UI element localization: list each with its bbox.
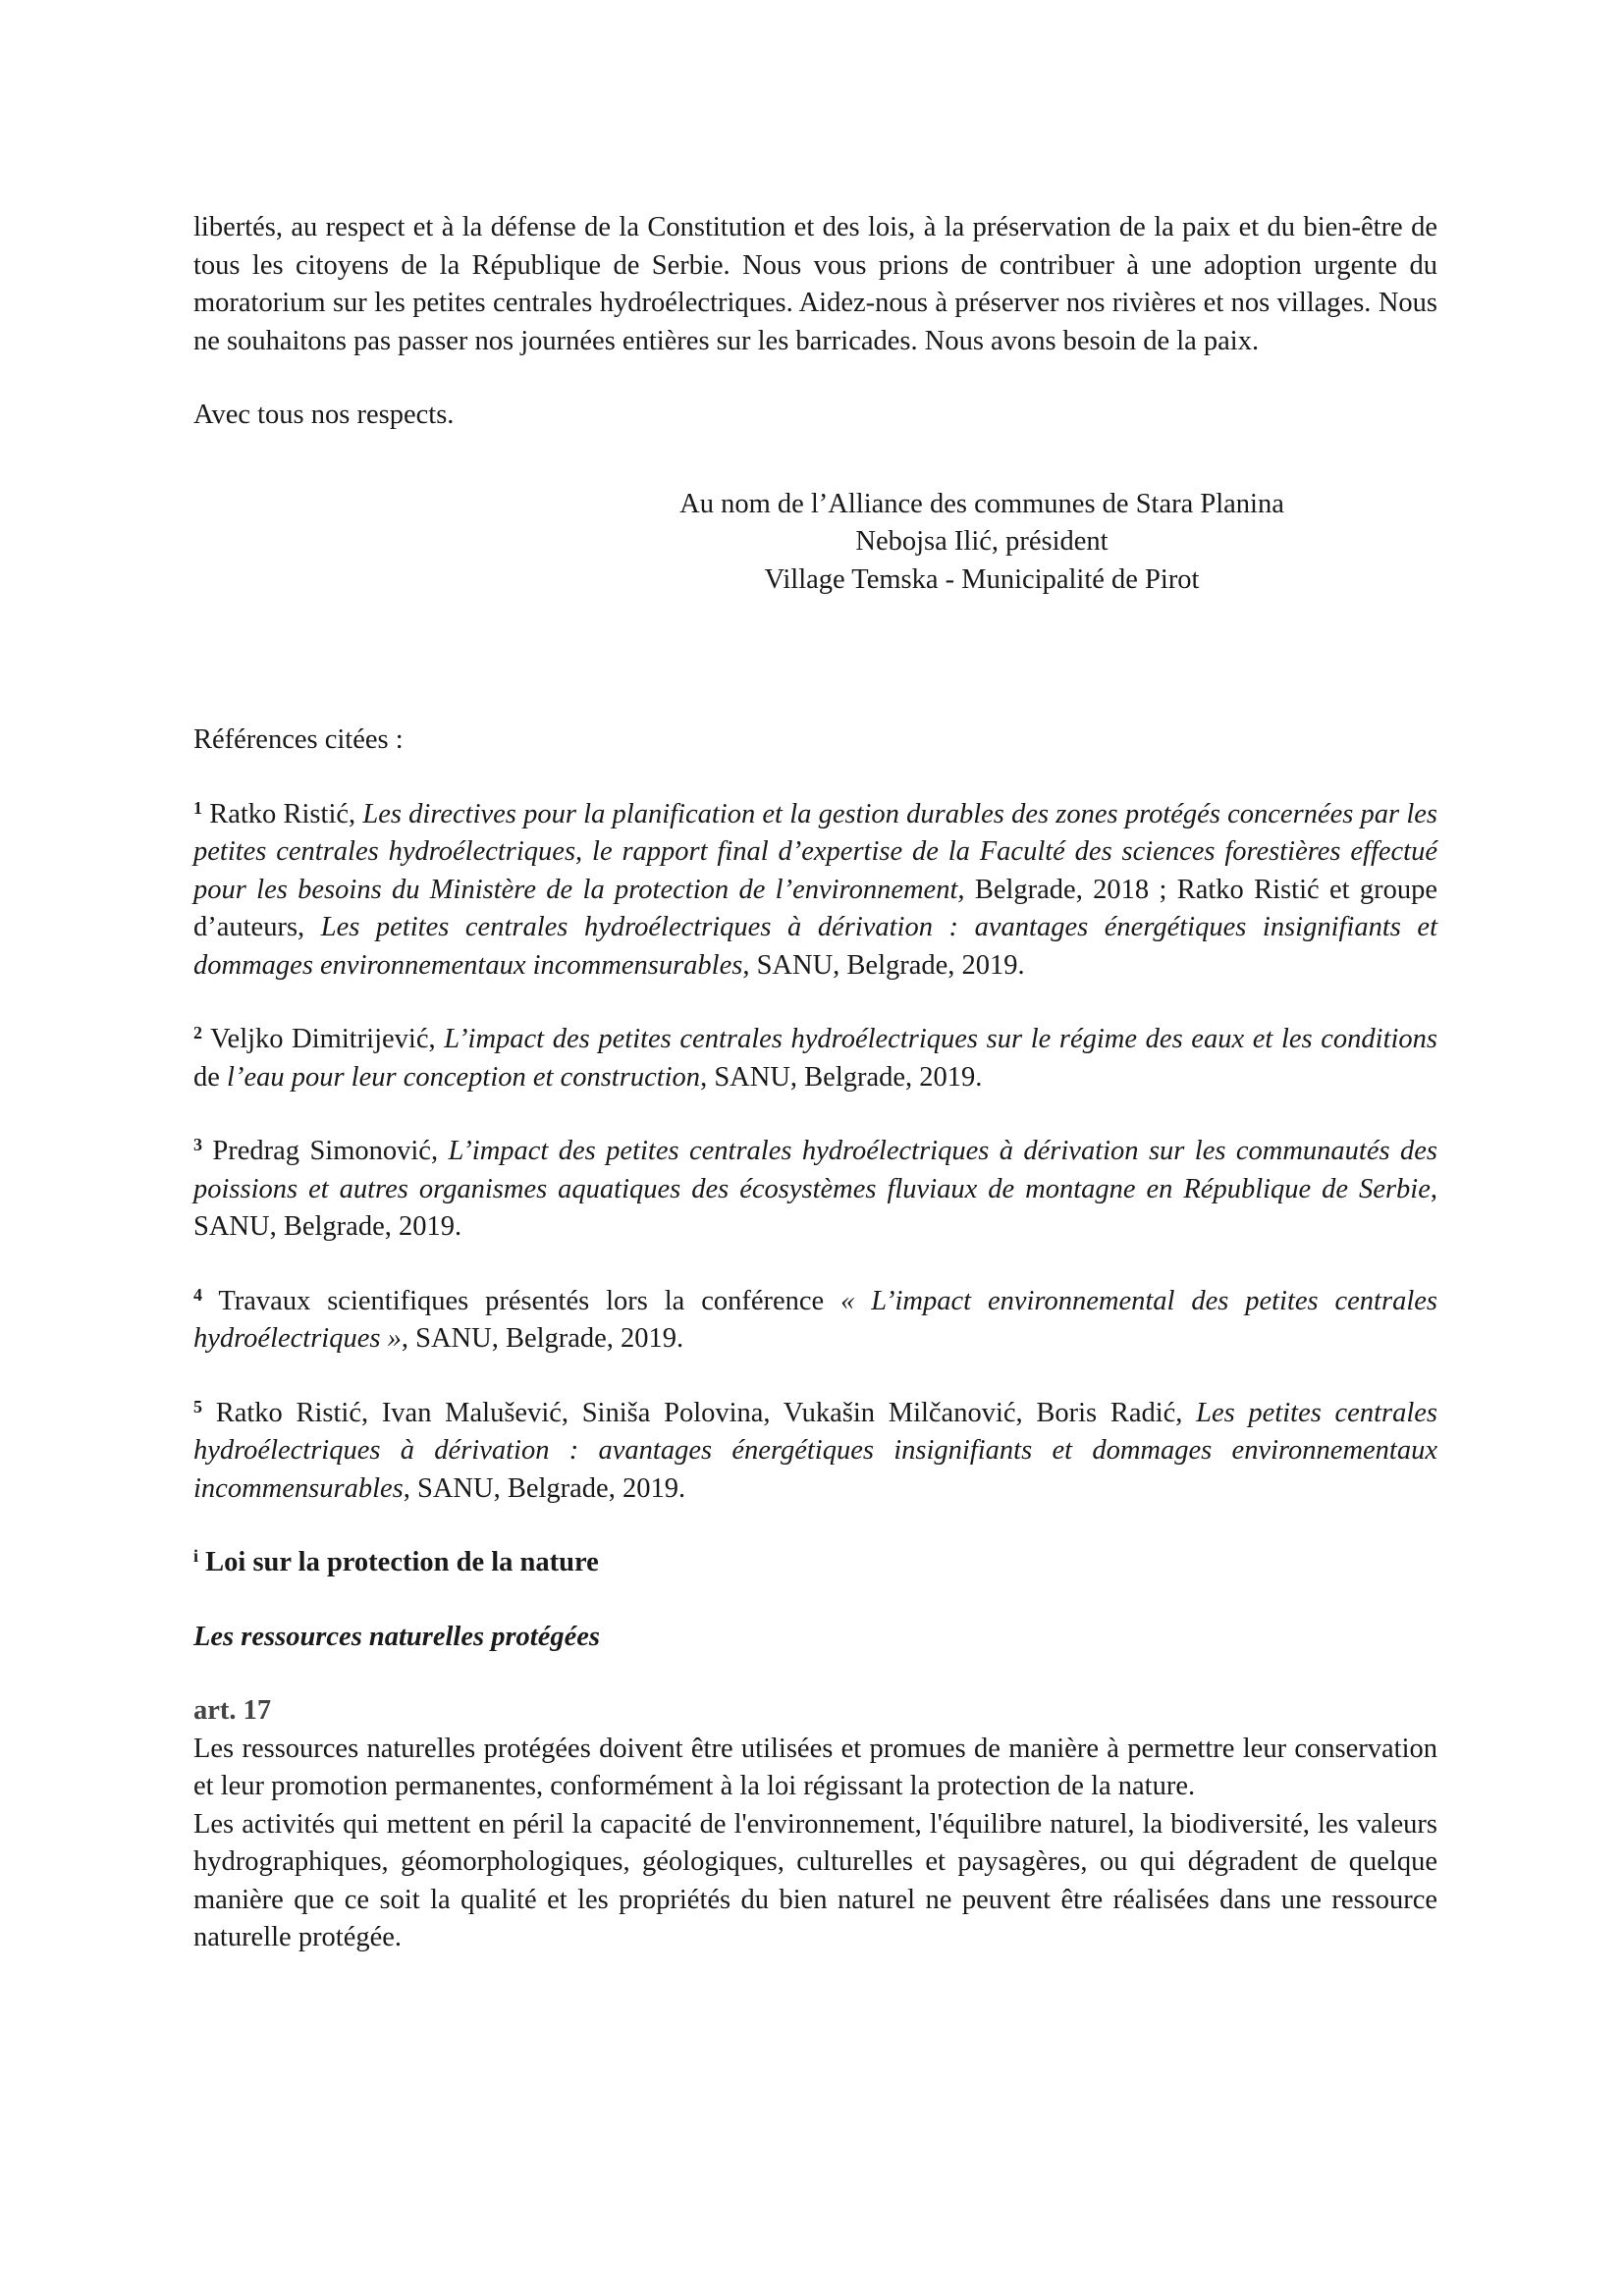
reference-item-5 bbox=[193, 1395, 1437, 1509]
reference-author: Ratko Ristić, bbox=[202, 798, 363, 829]
reference-number: 2 bbox=[193, 1023, 202, 1042]
reference-title: l’eau pour leur conception et construction bbox=[227, 1061, 701, 1093]
reference-title: Les directives pour la planification et la gestion durables des zones protégés concernées par les petites centrales hydroélectriques, le rapport final d’expertise de la Faculté des sciences forestières effectué pour les besoins du Ministère de la protection de l’environnement, bbox=[193, 798, 1437, 905]
reference-title: L’impact des petites centrales hydroélectriques sur le régime des eaux et les conditions bbox=[444, 1024, 1438, 1054]
letter-intro-paragraph: libertés, au respect et à la défense de la Constitution et des lois, à la préservation de la paix et du bien-être de tous les citoyens de la République de Serbie. Nous vous prions de contribuer à une adoption urgente du moratorium sur les petites centrales hydroélectriques. Aidez-nous à préserver nos rivières et nos villages. Nous ne souhaitons pas passer nos journées entières sur les barricades. Nous avons besoin de la paix. bbox=[193, 212, 1437, 356]
section-heading: Les ressources naturelles protégées bbox=[193, 1621, 601, 1652]
reference-number: 5 bbox=[193, 1396, 202, 1416]
reference-number: 3 bbox=[193, 1135, 202, 1154]
reference-details: Belgrade, 2018 ; Ratko Ristić et groupe d’auteurs, bbox=[193, 874, 1438, 942]
reference-author: Travaux scientifiques présentés lors la conférence bbox=[202, 1285, 841, 1316]
signature-line-location: Village Temska - Municipalité de Pirot bbox=[764, 563, 1200, 595]
reference-details: , SANU, Belgrade, 2019. bbox=[700, 1061, 983, 1093]
article-paragraph-2: Les activités qui mettent en péril la capacité de l'environnement, l'équilibre naturel, la biodiversité, les valeurs hydrographiques, géomorphologiques, géologiques, culturelles et paysagères, ou qui dégradent de quelque manière que ce soit la qualité et les propriétés du bien naturel ne peuvent être réalisées dans une ressource naturelle protégée. bbox=[193, 1808, 1437, 1952]
reference-title: Les petites centrales hydroélectriques à dérivation : avantages énergétiques insignifiants et dommages environnementaux incommensurables bbox=[193, 912, 1437, 981]
references-heading: Références citées : bbox=[193, 724, 404, 755]
article-label: art. 17 bbox=[193, 1695, 272, 1726]
reference-item-2 bbox=[193, 1021, 1437, 1096]
signature-line-name: Nebojsa Ilić, président bbox=[855, 526, 1109, 557]
reference-number: 4 bbox=[193, 1284, 202, 1305]
signature-line-organization: Au nom de l’Alliance des communes de Stara Planina bbox=[679, 488, 1284, 519]
letter-closing: Avec tous nos respects. bbox=[193, 400, 455, 430]
reference-details: , SANU, Belgrade, 2019. bbox=[403, 1472, 686, 1504]
reference-title: Les petites centrales hydroélectriques à dérivation : avantages énergétiques insignifiants et dommages environnementaux incommensurables bbox=[193, 1397, 1437, 1504]
endnote-mark: i bbox=[193, 1546, 199, 1566]
reference-item-1 bbox=[193, 796, 1437, 986]
reference-title: « L’impact environnemental des petites centrales hydroélectriques » bbox=[193, 1285, 1437, 1354]
article-paragraph-1: Les ressources naturelles protégées doivent être utilisées et promues de manière à permettre leur conservation et leur promotion permanentes, conformément à la loi régissant la protection de la nature. bbox=[193, 1733, 1437, 1801]
law-title: Loi sur la protection de la nature bbox=[198, 1547, 599, 1577]
reference-author: Ratko Ristić, Ivan Malušević, Siniša Polovina, Vukašin Milčanović, Boris Radić, bbox=[202, 1397, 1197, 1428]
reference-item-4 bbox=[193, 1283, 1437, 1359]
reference-details: , SANU, Belgrade, 2019. bbox=[742, 949, 1025, 981]
signature-block bbox=[677, 486, 1286, 600]
law-heading bbox=[193, 1544, 1437, 1582]
reference-author: Predrag Simonović, bbox=[202, 1136, 449, 1166]
reference-author: Veljko Dimitrijević, bbox=[202, 1024, 445, 1054]
reference-details: , SANU, Belgrade, 2019. bbox=[401, 1323, 684, 1354]
reference-number: 1 bbox=[193, 797, 202, 818]
reference-details: , SANU, Belgrade, 2019. bbox=[193, 1173, 1437, 1242]
reference-details: de bbox=[193, 1061, 228, 1093]
document-page bbox=[193, 209, 1437, 1957]
reference-item-3 bbox=[193, 1133, 1437, 1247]
reference-title: L’impact des petites centrales hydroélectriques à dérivation sur les communautés des poissions et autres organismes aquatiques des écosystèmes fluviaux de montagne en République de Serbie bbox=[193, 1136, 1437, 1204]
